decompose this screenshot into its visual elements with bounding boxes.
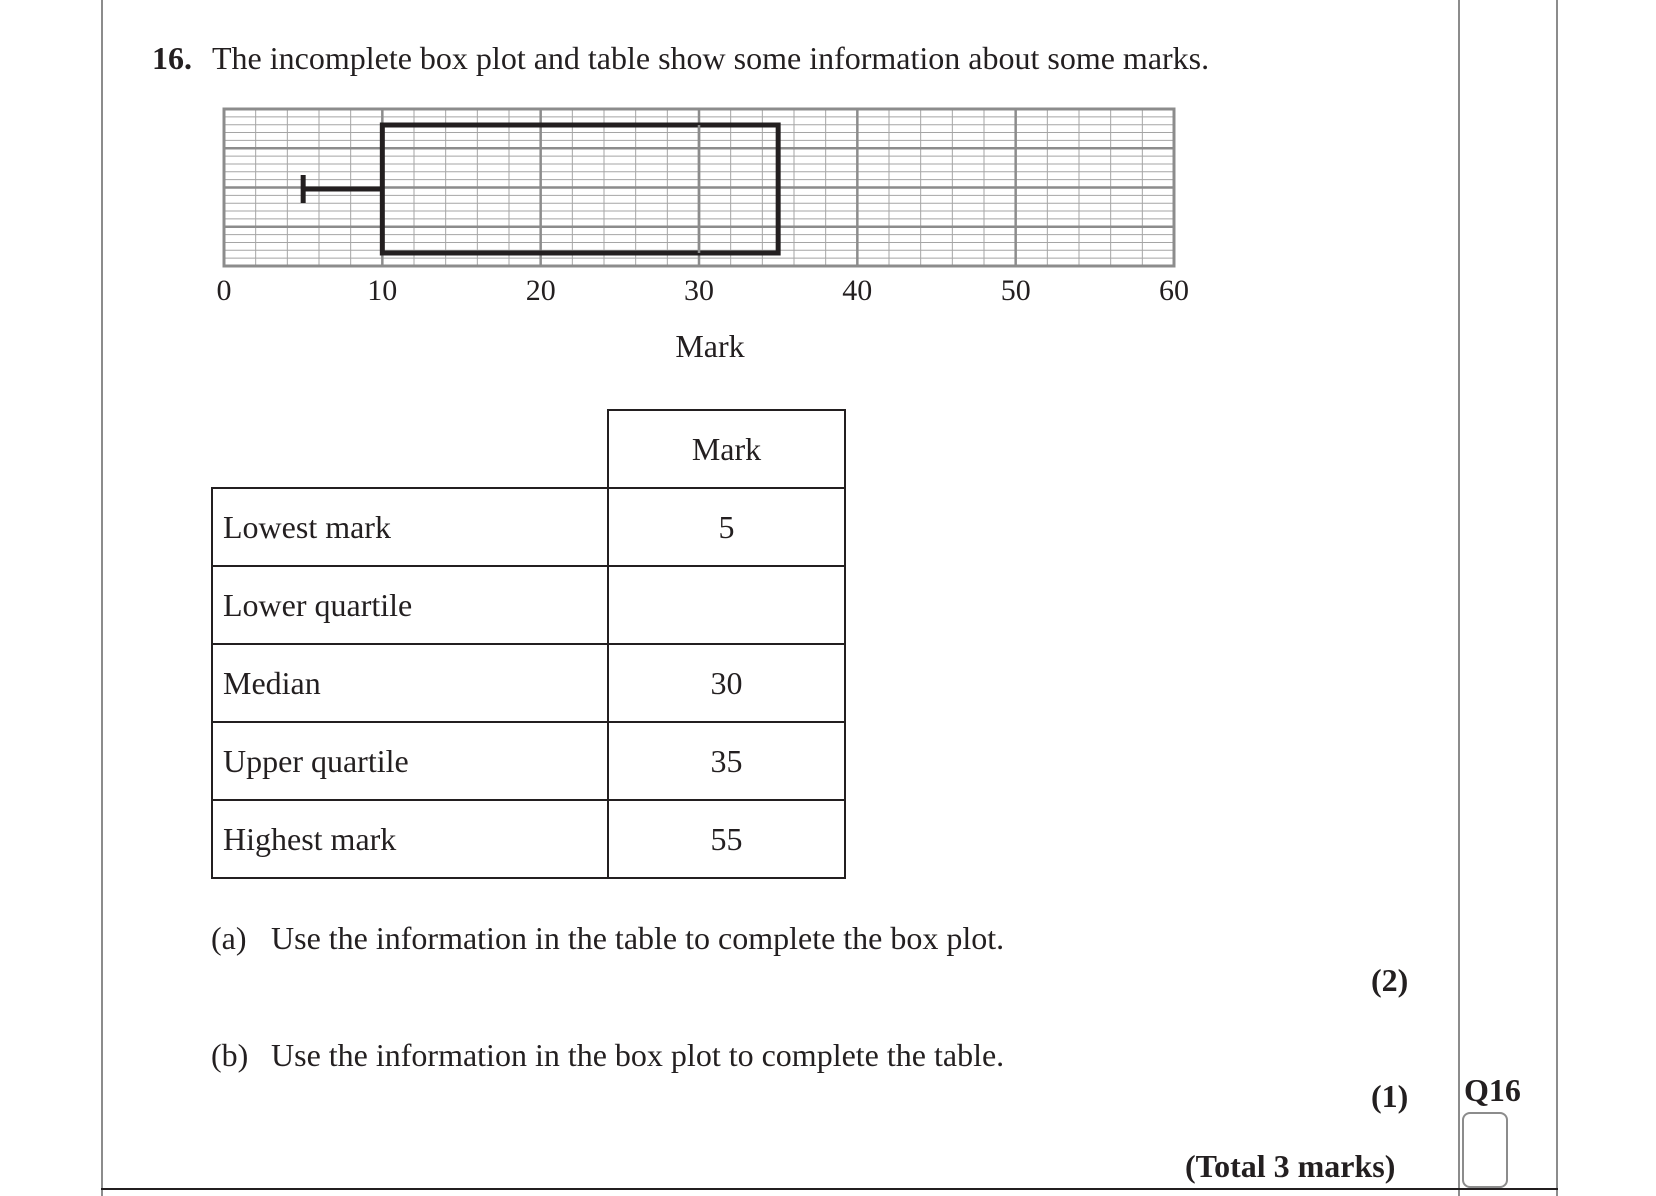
marks-table xyxy=(211,409,846,879)
question-number: 16. xyxy=(152,40,192,76)
table-row xyxy=(212,488,845,566)
table-row xyxy=(212,722,845,800)
part-a-text: Use the information in the table to complete the box plot. xyxy=(271,920,1005,956)
total-marks: (Total 3 marks) xyxy=(1185,1148,1396,1184)
quartile-box xyxy=(382,125,778,253)
part-a-letter: (a) xyxy=(211,920,247,956)
row-label-upper-quartile: Upper quartile xyxy=(212,722,608,800)
tick-label-30: 30 xyxy=(684,274,714,307)
examiner-mark-box[interactable] xyxy=(1462,1112,1508,1188)
table-row xyxy=(212,566,845,644)
part-a-marks: (2) xyxy=(1371,962,1409,998)
row-value-lowest: 5 xyxy=(608,488,845,566)
row-label-median: Median xyxy=(212,644,608,722)
tick-label-20: 20 xyxy=(525,274,556,307)
tick-label-60: 60 xyxy=(1159,274,1189,307)
part-b-text: Use the information in the box plot to complete the table. xyxy=(271,1037,1005,1073)
tick-label-40: 40 xyxy=(842,274,873,307)
box-plot[interactable] xyxy=(0,0,1656,300)
table-row xyxy=(212,644,845,722)
tick-label-50: 50 xyxy=(1000,274,1031,307)
row-value-upper-quartile: 35 xyxy=(608,722,845,800)
part-b-marks: (1) xyxy=(1371,1078,1409,1114)
tick-label-10: 10 xyxy=(367,274,398,307)
table-header-row xyxy=(212,410,845,488)
question-margin-label: Q16 xyxy=(1464,1072,1521,1108)
tick-label-0: 0 xyxy=(216,274,232,307)
question-text: The incomplete box plot and table show some information about some marks. xyxy=(212,40,1210,76)
x-axis-label: Mark xyxy=(675,328,745,364)
row-label-highest: Highest mark xyxy=(212,800,608,878)
bottom-rule xyxy=(101,1188,1558,1190)
row-value-median: 30 xyxy=(608,644,845,722)
part-b-letter: (b) xyxy=(211,1037,249,1073)
row-value-lower-quartile-answer-cell[interactable] xyxy=(608,566,845,644)
table-row xyxy=(212,800,845,878)
row-value-highest: 55 xyxy=(608,800,845,878)
row-label-lower-quartile: Lower quartile xyxy=(212,566,608,644)
row-label-lowest: Lowest mark xyxy=(212,488,608,566)
table-corner xyxy=(212,410,608,488)
table-header-mark: Mark xyxy=(608,410,845,488)
